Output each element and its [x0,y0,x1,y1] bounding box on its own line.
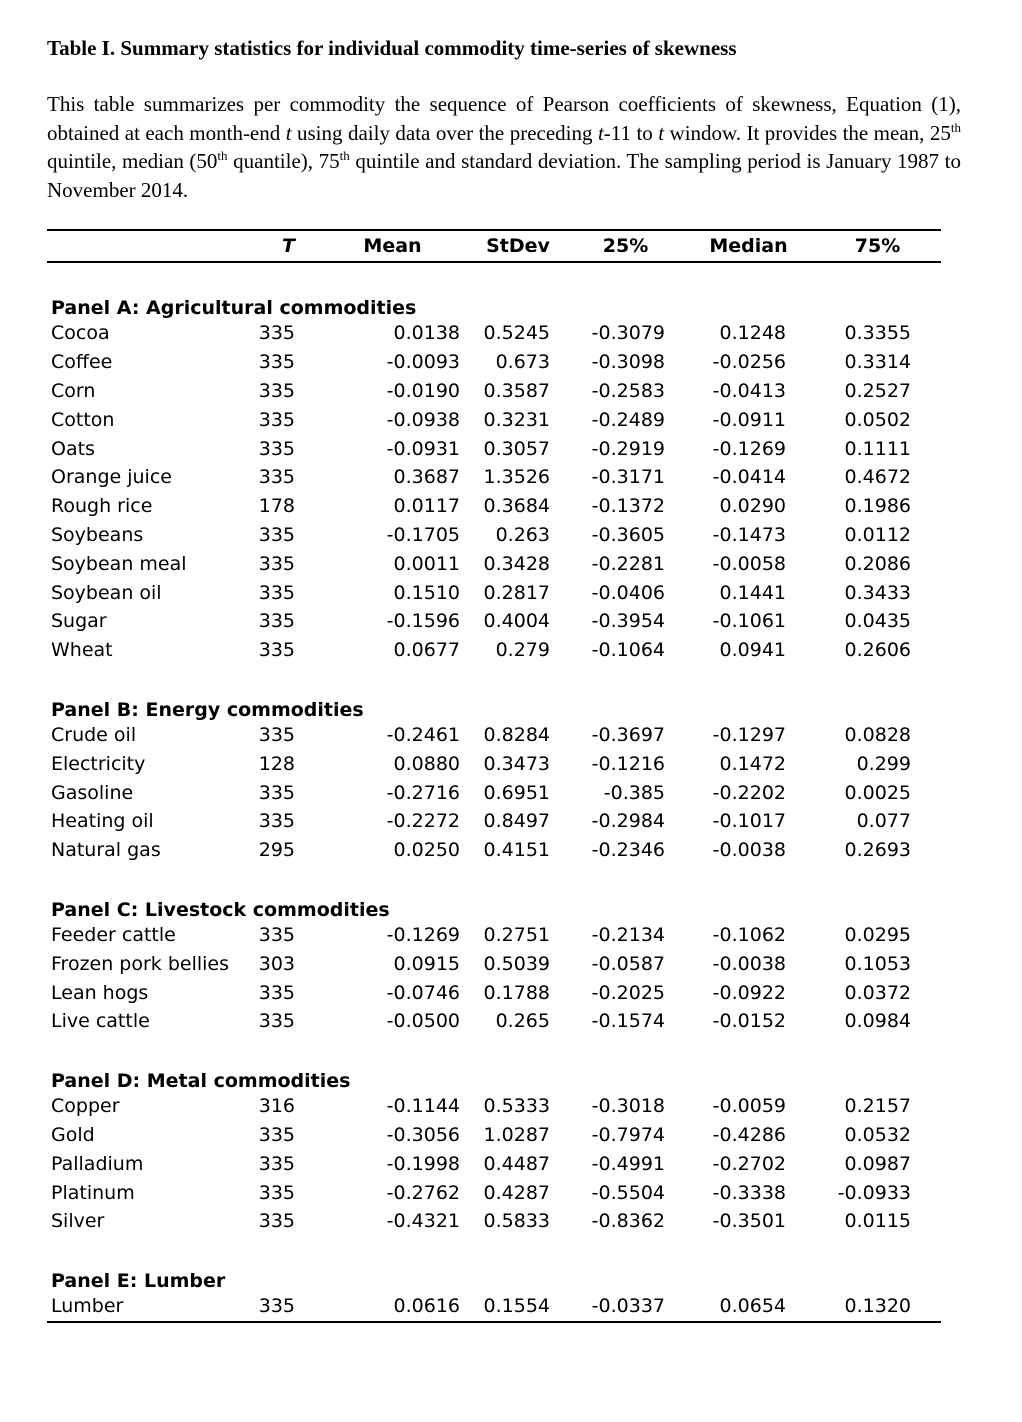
caption-text: quintile and standard deviation. The sampling period is January 1987 to November 2014. [47,149,961,202]
row-median: -0.2702 [712,1152,786,1175]
row-name: Platinum [51,1181,135,1204]
row-stdev: 0.5833 [483,1210,550,1233]
row-t: 335 [258,781,295,804]
row-mean: -0.1998 [386,1152,460,1175]
row-t: 335 [258,923,295,946]
row-name: Electricity [51,752,146,775]
row-name: Copper [51,1095,120,1118]
row-name: Lean hogs [51,981,149,1004]
table-row [47,921,941,950]
panel-header-row [47,665,941,721]
row-median: 0.1441 [719,581,786,604]
header-median: Median [683,230,814,262]
row-median: -0.0038 [712,952,786,975]
table-title: Table I. Summary statistics for individual commodity time-series of skewness [47,36,737,60]
row-mean: -0.3056 [386,1123,460,1146]
caption-text: using daily data over the preceding [291,120,598,145]
row-mean: -0.2272 [386,810,460,833]
caption-superscript: th [950,119,961,135]
row-q25: -0.1372 [591,495,665,518]
row-mean: -0.2762 [386,1181,460,1204]
row-q25: -0.2489 [591,408,665,431]
row-q25: -0.0337 [568,1292,683,1322]
row-stdev: 0.2817 [483,581,550,604]
row-t: 335 [258,351,295,374]
row-median: 0.1472 [719,752,786,775]
header-q25: 25% [568,230,683,262]
caption-text: This table summarizes per commodity the sequence of Pearson coefficients of skewness, Equation (1), obtained at each month-end [47,92,961,145]
row-t: 335 [258,437,295,460]
row-stdev: 0.3231 [483,408,550,431]
row-t: 335 [258,1123,295,1146]
row-median: -0.0058 [712,552,786,575]
row-q75: 0.0984 [844,1010,911,1033]
row-t: 335 [258,639,295,662]
table-row [47,607,941,636]
row-q25: -0.3171 [591,466,665,489]
row-mean: 0.0880 [393,752,460,775]
row-q75: 0.0295 [844,923,911,946]
table-row [47,1292,941,1322]
row-q25: -0.3697 [591,723,665,746]
row-mean: -0.0093 [386,351,460,374]
panel-title: Panel E: Lumber [51,1269,226,1292]
row-name: Soybeans [51,523,144,546]
row-name: Oats [51,437,95,460]
row-q25: -0.2281 [591,552,665,575]
row-t: 128 [258,752,295,775]
row-mean: -0.1269 [386,923,460,946]
table-row [47,1121,941,1150]
panel-title: Panel B: Energy commodities [51,698,364,721]
header-q75: 75% [814,230,941,262]
row-mean: -0.1596 [386,610,460,633]
panel-header-row [47,1036,941,1092]
row-name: Soybean oil [51,581,162,604]
table-row [47,949,941,978]
row-q75: 0.3314 [844,351,911,374]
row-name: Crude oil [51,723,137,746]
row-q25: -0.7974 [591,1123,665,1146]
panel-header-row [47,262,941,319]
caption-text: quantile), 75 [227,149,340,173]
row-q75: 0.0112 [844,523,911,546]
row-stdev: 0.1788 [483,981,550,1004]
caption-superscript: th [217,148,228,163]
row-q75: 0.0502 [844,408,911,431]
row-t: 335 [258,523,295,546]
row-q75: 0.3355 [844,322,911,345]
document [47,34,961,204]
row-q25: -0.8362 [591,1210,665,1233]
row-median: -0.0922 [712,981,786,1004]
caption-text: window. It provides the mean, 25 [664,120,951,145]
row-q75: 0.2086 [844,552,911,575]
table-caption [47,90,961,204]
row-name: Heating oil [51,810,154,833]
row-q75: 0.1111 [844,437,911,460]
row-median: -0.1473 [712,523,786,546]
table-row [47,549,941,578]
row-median: -0.0911 [712,408,786,431]
caption-italic-t: t [597,120,604,145]
table-row [47,492,941,521]
row-q25: -0.3954 [591,610,665,633]
row-q25: -0.3018 [591,1095,665,1118]
row-mean: 0.3687 [393,466,460,489]
row-name: Lumber [47,1292,227,1322]
row-mean: -0.2461 [386,723,460,746]
row-name: Coffee [51,351,113,374]
row-name: Palladium [51,1152,144,1175]
row-median: -0.0256 [712,351,786,374]
row-median: 0.1248 [719,322,786,345]
row-q25: -0.385 [603,781,665,804]
caption-italic-t: t [658,120,665,145]
row-mean: -0.0190 [386,379,460,402]
table-row [47,521,941,550]
row-stdev: 0.5245 [483,322,550,345]
row-t: 178 [258,495,295,518]
panel-title: Panel C: Livestock commodities [51,898,390,921]
row-median: -0.1017 [712,810,786,833]
row-stdev: 0.8497 [483,810,550,833]
row-stdev: 0.2751 [483,923,550,946]
row-median: -0.1297 [712,723,786,746]
row-t: 295 [258,839,295,862]
row-stdev: 1.3526 [483,466,550,489]
panel-header-row [47,1236,941,1292]
row-median: 0.0290 [719,495,786,518]
row-median: -0.0152 [712,1010,786,1033]
row-median: -0.1061 [712,610,786,633]
row-q75: 0.2606 [844,639,911,662]
table-row [47,377,941,406]
table-row [47,778,941,807]
table-row [47,1178,941,1207]
row-stdev: 0.4004 [483,610,550,633]
row-t: 335 [258,379,295,402]
row-median: -0.3338 [712,1181,786,1204]
row-mean: -0.0931 [386,437,460,460]
row-median: -0.1062 [712,923,786,946]
row-mean: 0.0915 [393,952,460,975]
row-name: Orange juice [51,466,172,489]
row-q75: 0.1320 [814,1292,941,1322]
row-stdev: 0.6951 [483,781,550,804]
row-q75: 0.0372 [844,981,911,1004]
table-row [47,1007,941,1036]
row-name: Feeder cattle [51,923,176,946]
row-name: Natural gas [51,839,161,862]
row-mean: 0.0138 [393,322,460,345]
row-q25: -0.4991 [591,1152,665,1175]
panel-header-row [47,865,941,921]
row-name: Silver [51,1210,105,1233]
row-q25: -0.1574 [591,1010,665,1033]
row-mean: 0.0117 [393,495,460,518]
row-q25: -0.5504 [591,1181,665,1204]
row-q75: 0.3433 [844,581,911,604]
row-median: -0.0414 [712,466,786,489]
row-t: 335 [258,610,295,633]
row-t: 335 [258,1181,295,1204]
row-stdev: 0.3057 [483,437,550,460]
header-mean: Mean [317,230,468,262]
table-row [47,463,941,492]
row-t: 335 [258,552,295,575]
row-q25: -0.2346 [591,839,665,862]
row-name: Sugar [51,610,107,633]
header-t: T [227,230,317,262]
row-median: 0.0941 [719,639,786,662]
table-row [47,807,941,836]
row-t: 335 [258,1152,295,1175]
row-mean: -0.0500 [386,1010,460,1033]
row-q25: -0.2134 [591,923,665,946]
row-q25: -0.1216 [591,752,665,775]
row-t: 335 [258,466,295,489]
row-t: 335 [258,581,295,604]
row-median: 0.0654 [683,1292,814,1322]
row-stdev: 0.4287 [483,1181,550,1204]
row-q25: -0.0587 [591,952,665,975]
row-mean: -0.4321 [386,1210,460,1233]
header-blank [47,230,227,262]
table-row [47,636,941,665]
row-q75: 0.1986 [844,495,911,518]
row-mean: 0.0011 [393,552,460,575]
row-name: Live cattle [51,1010,150,1033]
row-q75: 0.4672 [844,466,911,489]
row-q25: -0.2919 [591,437,665,460]
row-mean: 0.0677 [393,639,460,662]
table-body [47,262,941,1322]
row-q75: 0.0532 [844,1123,911,1146]
row-q25: -0.2984 [591,810,665,833]
row-t: 335 [258,981,295,1004]
table-row [47,578,941,607]
row-name: Gold [51,1123,95,1146]
row-q75: -0.0933 [837,1181,911,1204]
row-q75: 0.2527 [844,379,911,402]
row-mean: -0.1144 [386,1095,460,1118]
table-row [47,319,941,348]
table-row [47,978,941,1007]
row-stdev: 0.263 [495,523,550,546]
row-q75: 0.0828 [844,723,911,746]
row-t: 335 [227,1292,317,1322]
row-stdev: 0.3684 [483,495,550,518]
summary-statistics-table [47,229,941,1323]
row-name: Wheat [51,639,113,662]
row-stdev: 0.5333 [483,1095,550,1118]
table-row [47,348,941,377]
row-t: 335 [258,810,295,833]
row-stdev: 0.265 [495,1010,550,1033]
row-t: 335 [258,408,295,431]
row-q25: -0.3098 [591,351,665,374]
row-q75: 0.0987 [844,1152,911,1175]
table-row [47,1092,941,1121]
row-stdev: 0.8284 [483,723,550,746]
row-t: 316 [258,1095,295,1118]
row-q25: -0.3605 [591,523,665,546]
table-row [47,749,941,778]
row-median: -0.0038 [712,839,786,862]
row-median: -0.3501 [712,1210,786,1233]
row-mean: 0.1510 [393,581,460,604]
row-stdev: 0.1554 [468,1292,568,1322]
row-t: 303 [258,952,295,975]
header-stdev: StDev [468,230,568,262]
row-stdev: 1.0287 [483,1123,550,1146]
table-row [47,1207,941,1236]
row-stdev: 0.3473 [483,752,550,775]
row-name: Soybean meal [51,552,187,575]
row-stdev: 0.279 [495,639,550,662]
row-stdev: 0.673 [495,351,550,374]
caption-text: -11 to [603,120,659,145]
row-q25: -0.2583 [591,379,665,402]
row-mean: 0.0616 [317,1292,468,1322]
row-name: Frozen pork bellies [51,952,230,975]
row-median: -0.2202 [712,781,786,804]
row-q75: 0.2693 [844,839,911,862]
row-stdev: 0.3587 [483,379,550,402]
row-median: -0.4286 [712,1123,786,1146]
row-q75: 0.2157 [844,1095,911,1118]
row-q75: 0.299 [856,752,911,775]
row-q75: 0.0025 [844,781,911,804]
row-mean: -0.0938 [386,408,460,431]
row-q25: -0.0406 [591,581,665,604]
row-name: Corn [51,379,96,402]
row-name: Cocoa [51,322,110,345]
row-t: 335 [258,1210,295,1233]
row-t: 335 [258,322,295,345]
row-stdev: 0.3428 [483,552,550,575]
table-row [47,434,941,463]
row-stdev: 0.4151 [483,839,550,862]
row-q75: 0.077 [856,810,911,833]
table-row [47,1149,941,1178]
row-name: Gasoline [51,781,134,804]
row-mean: -0.2716 [386,781,460,804]
panel-title: Panel D: Metal commodities [51,1069,351,1092]
row-stdev: 0.4487 [483,1152,550,1175]
row-name: Cotton [51,408,115,431]
table-row [47,405,941,434]
row-q75: 0.0435 [844,610,911,633]
row-median: -0.1269 [712,437,786,460]
row-q75: 0.0115 [844,1210,911,1233]
row-stdev: 0.5039 [483,952,550,975]
row-name: Rough rice [51,495,153,518]
header-row [47,230,941,262]
row-mean: -0.0746 [386,981,460,1004]
caption-text: quintile, median (50 [47,149,218,173]
row-t: 335 [258,723,295,746]
row-q25: -0.2025 [591,981,665,1004]
row-q25: -0.3079 [591,322,665,345]
caption-superscript: th [339,148,350,163]
row-median: -0.0413 [712,379,786,402]
row-median: -0.0059 [712,1095,786,1118]
panel-title: Panel A: Agricultural commodities [51,297,417,319]
table-row [47,836,941,865]
row-mean: 0.0250 [393,839,460,862]
row-q75: 0.1053 [844,952,911,975]
row-mean: -0.1705 [386,523,460,546]
table-row [47,721,941,750]
caption-italic-t: t [285,120,292,145]
row-q25: -0.1064 [591,639,665,662]
row-t: 335 [258,1010,295,1033]
